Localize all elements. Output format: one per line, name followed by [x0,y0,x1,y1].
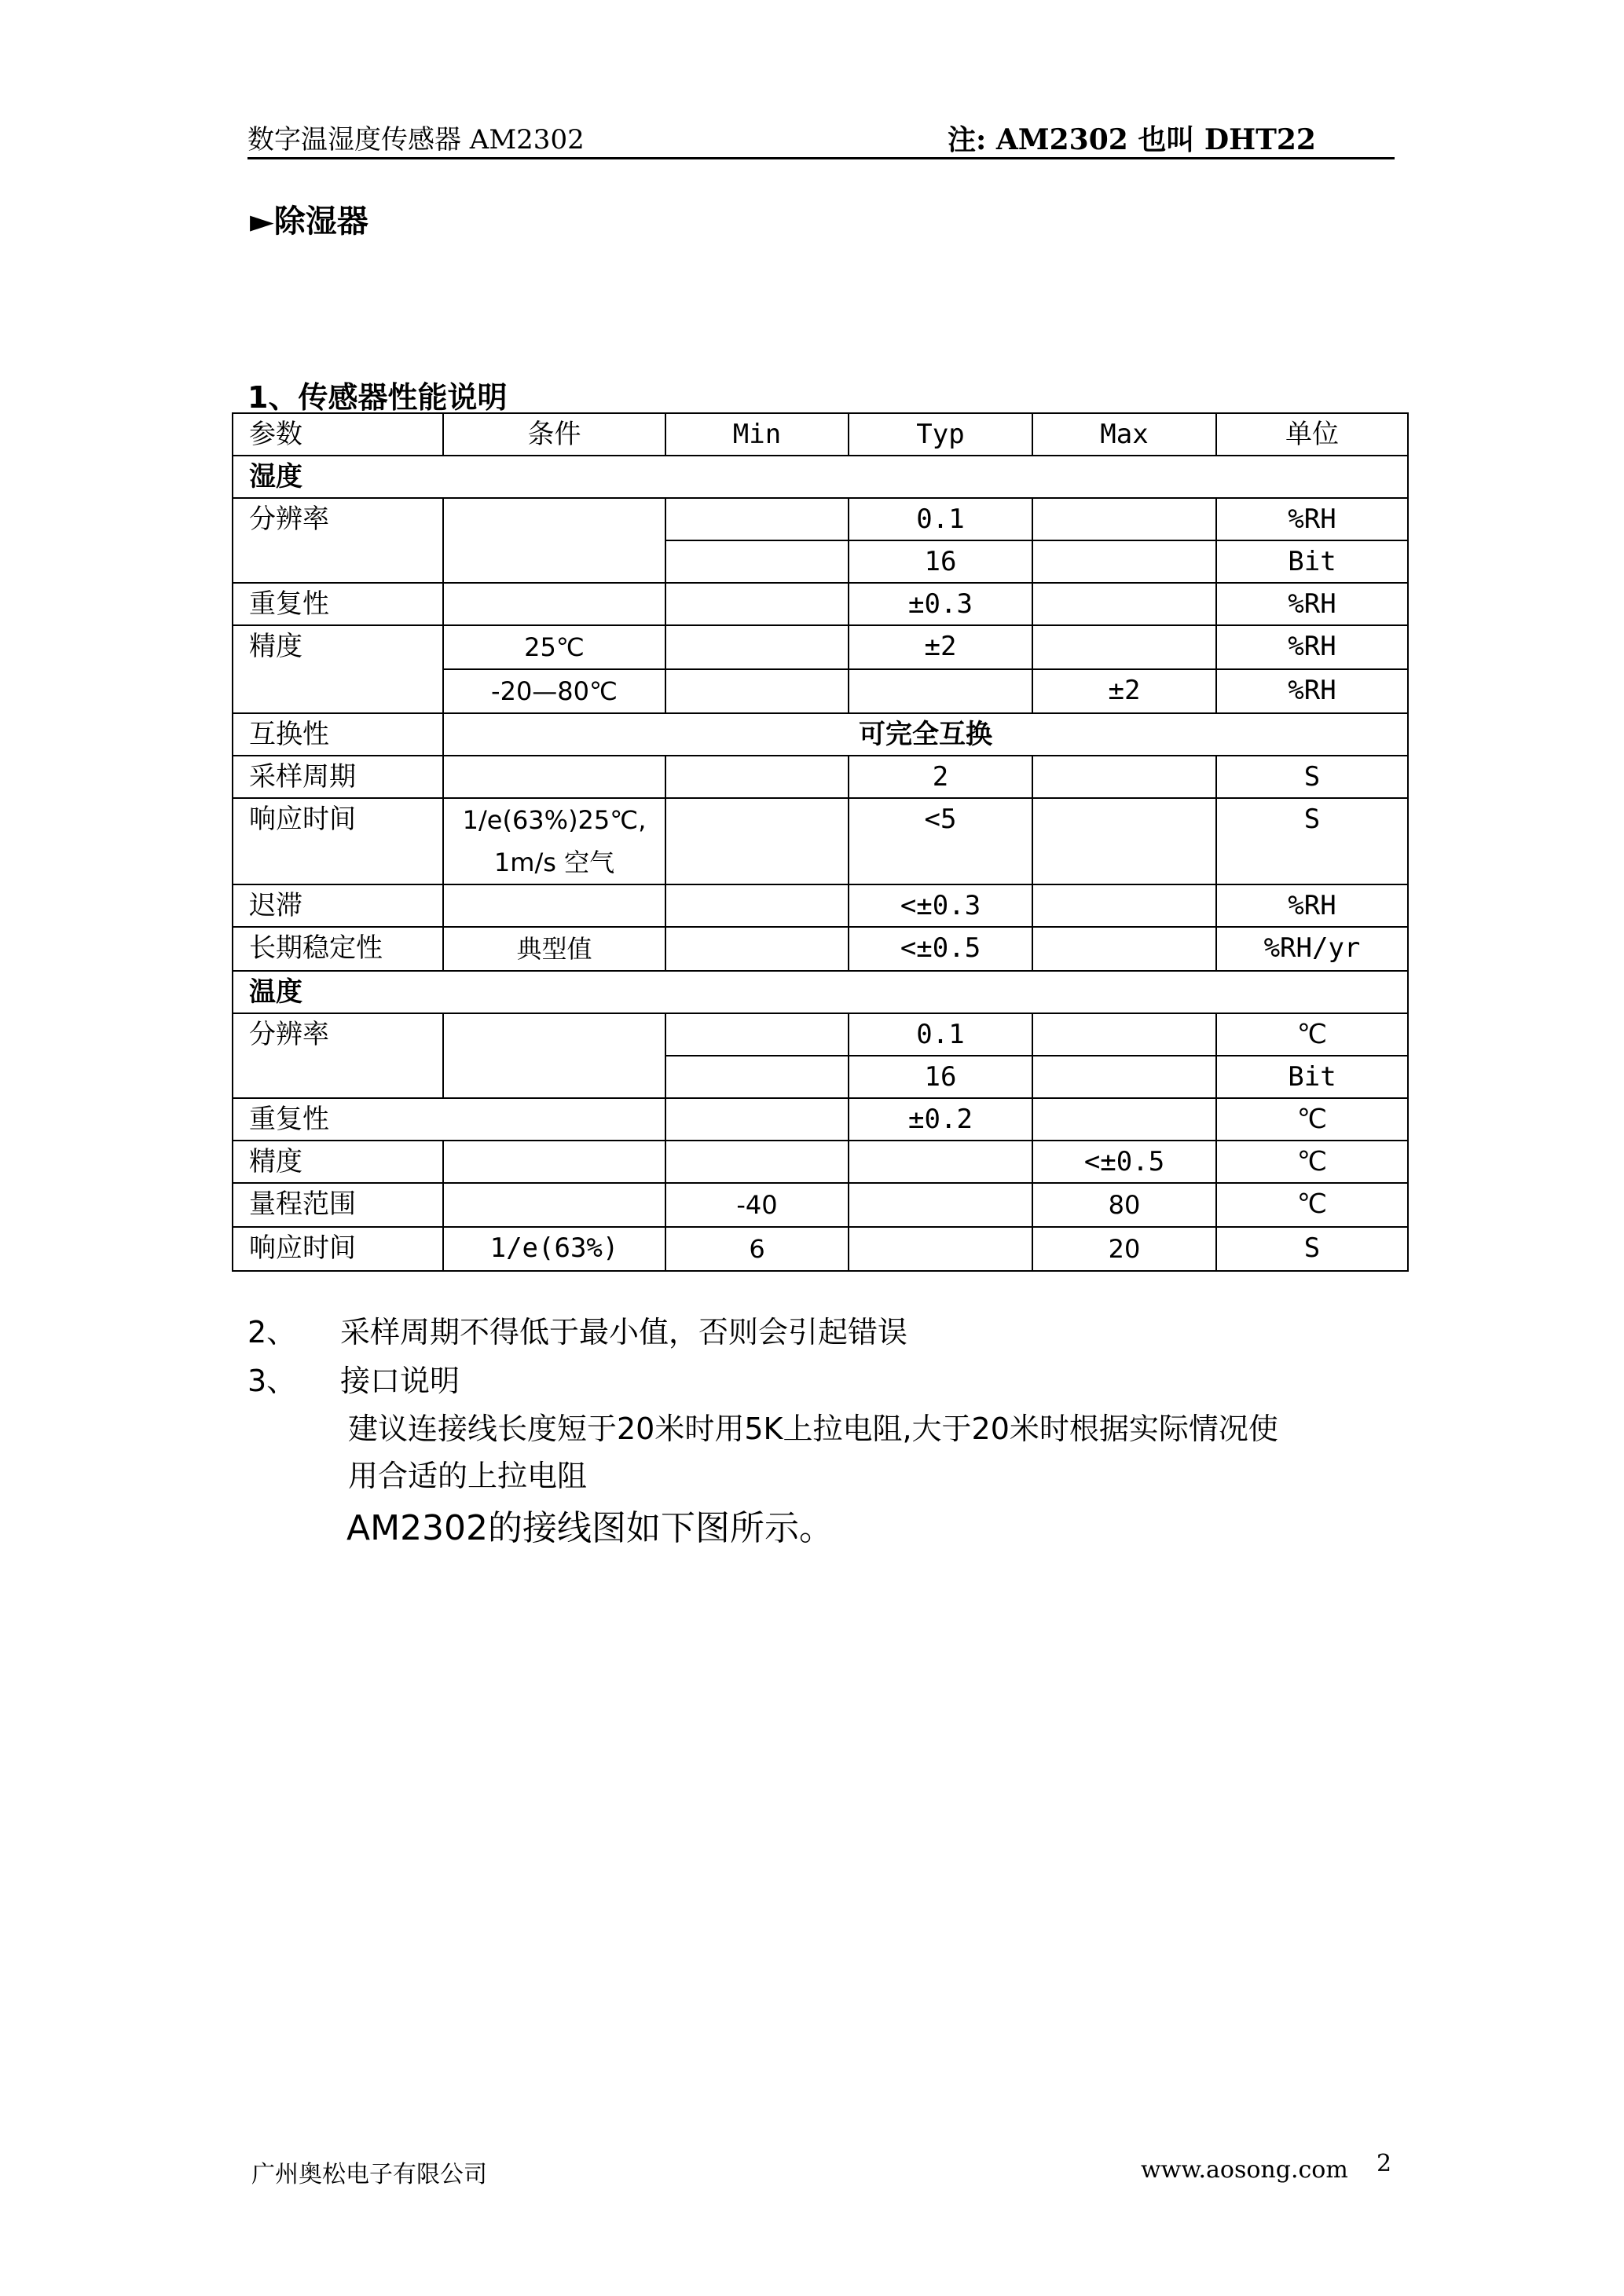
typ-cell: 16 [849,1056,1032,1098]
condition-cell [443,1183,665,1227]
unit-cell: Bit [1216,1056,1408,1098]
header-condition: 条件 [443,413,665,456]
header-note: 注: AM2302 也叫 DHT22 [948,123,1316,156]
merged-value-cell: 可完全互换 [443,713,1408,756]
page-header [247,118,1395,159]
table-header-row [233,413,1408,456]
table-row [233,756,1408,798]
table-row [233,1183,1408,1227]
max-cell [1032,1056,1216,1098]
max-cell [1032,927,1216,971]
max-cell [1032,625,1216,669]
typ-cell: 2 [849,756,1032,798]
max-cell [1032,498,1216,540]
param-label: 互换性 [233,713,443,756]
note-text: 接口说明 [340,1364,460,1398]
table-row [233,1141,1408,1183]
condition-cell: 典型值 [443,927,665,971]
condition-line: 1m/s 空气 [493,848,615,877]
table-row [233,1013,1408,1056]
condition-cell: -20—80℃ [443,669,665,713]
unit-cell: %RH/yr [1216,927,1408,971]
max-cell [1032,583,1216,625]
max-cell: <±0.5 [1032,1141,1216,1183]
table-row [233,1098,1408,1141]
min-cell [665,1098,849,1141]
unit-cell: Bit [1216,540,1408,583]
min-cell: -40 [665,1183,849,1227]
min-cell [665,669,849,713]
typ-cell: ±0.3 [849,583,1032,625]
header-min: Min [665,413,849,456]
max-cell [1032,540,1216,583]
unit-cell: S [1216,1227,1408,1271]
typ-cell: <5 [849,798,1032,884]
typ-cell [849,1183,1032,1227]
min-cell [665,1013,849,1056]
condition-cell [443,756,665,798]
min-cell [665,625,849,669]
note-text: 采样周期不得低于最小值，否则会引起错误 [340,1315,908,1349]
param-label: 迟滞 [233,884,443,927]
typ-cell: <±0.5 [849,927,1032,971]
condition-cell [443,798,665,884]
param-label: 精度 [233,1141,443,1183]
unit-cell: ℃ [1216,1183,1408,1227]
min-cell [665,927,849,971]
condition-cell [443,498,665,583]
bullet-item: ►除湿器 [250,203,368,240]
typ-cell: <±0.3 [849,884,1032,927]
table-row [233,625,1408,669]
unit-cell: %RH [1216,669,1408,713]
notes-block [247,1308,1395,1556]
param-label: 精度 [233,625,443,713]
min-cell [665,1056,849,1098]
typ-cell: ±2 [849,625,1032,669]
unit-cell: %RH [1216,884,1408,927]
param-label: 分辨率 [233,498,443,583]
table-row [233,798,1408,884]
note-number: 3、 [247,1364,297,1398]
footer-company: 广州奥松电子有限公司 [251,2161,487,2188]
header-unit: 单位 [1216,413,1408,456]
header-title: 数字温湿度传感器 AM2302 [247,124,585,156]
min-cell [665,798,849,884]
max-cell [1032,756,1216,798]
typ-cell [849,669,1032,713]
unit-cell: %RH [1216,625,1408,669]
max-cell [1032,1013,1216,1056]
typ-cell: 0.1 [849,498,1032,540]
max-cell: ±2 [1032,669,1216,713]
unit-cell: ℃ [1216,1141,1408,1183]
unit-cell: S [1216,756,1408,798]
typ-cell [849,1227,1032,1271]
unit-cell: ℃ [1216,1013,1408,1056]
header-max: Max [1032,413,1216,456]
note-detail: 建议连接线长度短于20米时用5K上拉电阻,大于20米时根据实际情况使 [348,1412,1278,1446]
min-cell [665,756,849,798]
max-cell [1032,798,1216,884]
condition-cell [443,884,665,927]
min-cell [665,884,849,927]
group-label: 湿度 [233,456,1408,498]
table-row [233,1227,1408,1271]
note-detail: 用合适的上拉电阻 [348,1459,588,1493]
min-cell [665,498,849,540]
param-label: 响应时间 [233,798,443,884]
max-cell [1032,884,1216,927]
typ-cell [849,1141,1032,1183]
note-number: 2、 [247,1315,297,1349]
section-title: 1、传感器性能说明 [247,380,508,415]
param-label: 重复性 [233,1098,665,1141]
param-label: 长期稳定性 [233,927,443,971]
spec-table [232,412,1409,1272]
param-label: 重复性 [233,583,443,625]
page-number: 2 [1377,2150,1392,2177]
group-label: 温度 [233,971,1408,1013]
condition-cell [443,583,665,625]
header-typ: Typ [849,413,1032,456]
typ-cell: 16 [849,540,1032,583]
condition-cell: 1/e(63%) [443,1227,665,1271]
header-param: 参数 [233,413,443,456]
max-cell [1032,1098,1216,1141]
table-row [233,713,1408,756]
footer-url: www.aosong.com [1141,2156,1348,2184]
condition-cell [443,1013,665,1098]
typ-cell: 0.1 [849,1013,1032,1056]
unit-cell: S [1216,798,1408,884]
param-label: 分辨率 [233,1013,443,1098]
table-row [233,498,1408,540]
min-cell [665,583,849,625]
condition-line: 1/e(63%)25℃, [462,805,647,835]
unit-cell: ℃ [1216,1098,1408,1141]
min-cell: 6 [665,1227,849,1271]
unit-cell: %RH [1216,583,1408,625]
max-cell: 80 [1032,1183,1216,1227]
table-row [233,927,1408,971]
typ-cell: ±0.2 [849,1098,1032,1141]
condition-cell [443,1141,665,1183]
min-cell [665,1141,849,1183]
group-row-humidity [233,456,1408,498]
table-row [233,884,1408,927]
note-item [247,1357,1395,1405]
note-item [247,1308,1395,1357]
min-cell [665,540,849,583]
wiring-caption: AM2302的接线图如下图所示。 [346,1508,834,1548]
group-row-temperature [233,971,1408,1013]
param-label: 量程范围 [233,1183,443,1227]
table-row [233,583,1408,625]
max-cell: 20 [1032,1227,1216,1271]
condition-cell: 25℃ [443,625,665,669]
param-label: 响应时间 [233,1227,443,1271]
unit-cell: %RH [1216,498,1408,540]
param-label: 采样周期 [233,756,443,798]
